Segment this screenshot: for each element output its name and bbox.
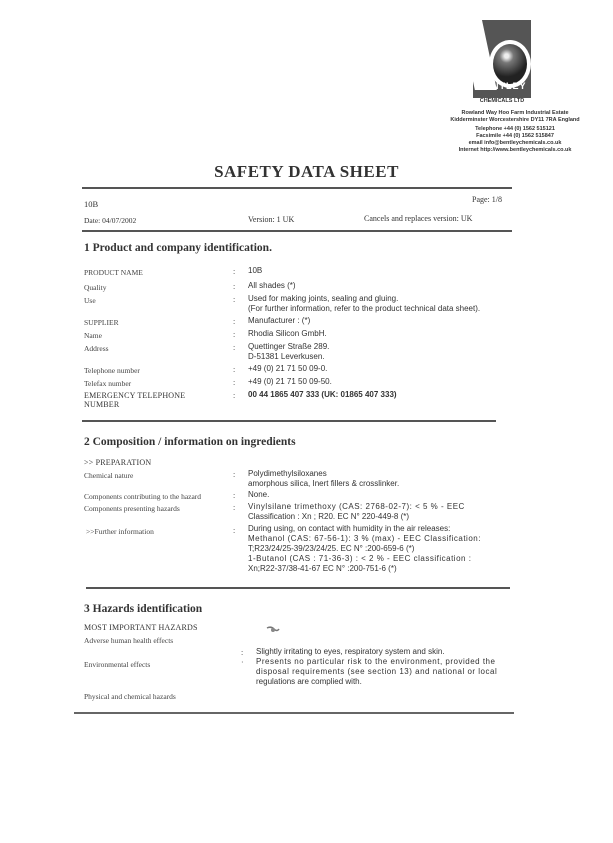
- value-components-hazards: Vinylsilane trimethoxy (CAS: 2768-02-7): < 5 % - EEC: [248, 502, 465, 511]
- label-adverse-health: Adverse human health effects: [84, 636, 174, 645]
- label-chemical-nature: Chemical nature: [84, 471, 134, 480]
- value-telefax: +49 (0) 21 71 50 09-50.: [248, 377, 332, 386]
- value-environmental-cont2: regulations are complied with.: [256, 677, 362, 686]
- value-chemical-nature: Polydimethylsiloxanes: [248, 469, 327, 478]
- section1-heading: 1 Product and company identification.: [84, 242, 272, 254]
- value-address-street: Quettinger Straße 289.: [248, 342, 330, 351]
- logo-name: BENTLEY: [477, 81, 527, 91]
- further-info-line: Xn;R22-37/38-41-67 EC N° :200-751-6 (*): [248, 564, 397, 573]
- colon: :: [233, 526, 236, 535]
- value-chemical-nature-cont: amorphous silica, Inert fillers & crosslinker.: [248, 479, 400, 488]
- company-logo: [473, 20, 531, 98]
- value-product-name: 10B: [248, 266, 263, 275]
- further-info-line: During using, on contact with humidity in the air releases:: [248, 524, 451, 533]
- value-telephone: +49 (0) 21 71 50 09-0.: [248, 364, 328, 373]
- colon: :: [233, 295, 236, 304]
- label-telefax: Telefax number: [84, 379, 132, 388]
- colon: :: [233, 267, 236, 276]
- colon: :: [233, 282, 236, 291]
- colon: :: [233, 470, 236, 479]
- value-quality: All shades (*): [248, 281, 296, 290]
- colon: :: [233, 503, 236, 512]
- section2-heading: 2 Composition / information on ingredients: [84, 436, 296, 448]
- company-address-line1: Rowland Way Hoo Farm Industrial Estate: [461, 110, 569, 116]
- colon: :: [233, 343, 236, 352]
- value-supplier: Manufacturer : (*): [248, 316, 311, 325]
- hazard-mark-icon: [266, 621, 280, 629]
- value-use-note: (For further information, refer to the product technical data sheet).: [248, 304, 481, 313]
- value-name: Rhodia Silicon GmbH.: [248, 329, 327, 338]
- label-telephone: Telephone number: [84, 366, 140, 375]
- value-environmental-cont: disposal requirements (see section 13) and national or local: [256, 667, 498, 676]
- company-website: Internet http://www.bentleychemicals.co.uk: [458, 147, 572, 153]
- page-number: Page: 1/8: [472, 195, 502, 204]
- company-facsimile: Facsimile +44 (0) 1562 515847: [476, 133, 554, 139]
- section2-rule: [86, 587, 510, 589]
- value-components-hazards-cont: Classification : Xn ; R20. EC N° 220-449-8 (*): [248, 512, 410, 521]
- label-quality: Quality: [84, 283, 107, 292]
- colon: :: [233, 378, 236, 387]
- value-adverse-health: Slightly irritating to eyes, respiratory system and skin.: [256, 647, 445, 656]
- header-bottom-rule: [82, 230, 512, 232]
- label-use: Use: [84, 296, 96, 305]
- colon: :: [233, 330, 236, 339]
- section3-heading: 3 Hazards identification: [84, 603, 203, 615]
- value-components-contributing: None.: [248, 490, 270, 499]
- logo-subtitle: CHEMICALS LTD: [479, 98, 525, 104]
- label-emergency-cont: NUMBER: [84, 400, 120, 409]
- cancels-replaces: Cancels and replaces version: UK: [364, 214, 473, 223]
- document-version: Version: 1 UK: [248, 215, 295, 224]
- document-title: SAFETY DATA SHEET: [214, 162, 399, 181]
- value-environmental: Presents no particular risk to the environment, provided the: [256, 657, 496, 666]
- preparation-subheading: >> PREPARATION: [84, 458, 152, 467]
- colon: :: [233, 365, 236, 374]
- section1-rule: [82, 420, 496, 422]
- value-use: Used for making joints, sealing and gluing.: [248, 294, 399, 303]
- colon: ·: [241, 658, 244, 667]
- header-top-rule: [82, 187, 512, 189]
- company-email: email info@bentleychemicals.co.uk: [468, 140, 562, 146]
- section3-rule: [74, 712, 514, 714]
- document-date: Date: 04/07/2002: [84, 216, 137, 225]
- label-name: Name: [84, 331, 102, 340]
- label-emergency: EMERGENCY TELEPHONE: [84, 391, 186, 400]
- further-info-line: T;R23/24/25-39/23/24/25. EC N° :200-659-6 (*): [248, 544, 415, 553]
- company-address-line2: Kidderminster Worcestershire DY11 7RA England: [450, 117, 580, 123]
- label-physical-chemical: Physical and chemical hazards: [84, 692, 176, 701]
- value-emergency-phone: 00 44 1865 407 333 (UK: 01865 407 333): [248, 390, 397, 399]
- label-supplier: SUPPLIER: [84, 318, 119, 327]
- company-telephone: Telephone +44 (0) 1562 515121: [475, 126, 555, 132]
- label-components-contributing: Components contributing to the hazard: [84, 492, 202, 501]
- colon: :: [233, 317, 236, 326]
- further-info-line: Methanol (CAS: 67-56-1): 3 % (max) - EEC Classification:: [248, 534, 481, 543]
- colon: :: [233, 491, 236, 500]
- label-address: Address: [84, 344, 109, 353]
- further-info-line: 1-Butanol (CAS : 71-36-3) : < 2 % - EEC classification :: [248, 554, 472, 563]
- product-code: 10B: [84, 199, 99, 209]
- value-address-city: D-51381 Leverkusen.: [248, 352, 325, 361]
- label-product-name: PRODUCT NAME: [84, 268, 143, 277]
- label-further-information: >>Further information: [86, 527, 154, 536]
- label-environmental: Environmental effects: [84, 660, 151, 669]
- label-components-hazards: Components presenting hazards: [84, 504, 180, 513]
- most-important-hazards: MOST IMPORTANT HAZARDS: [84, 623, 198, 632]
- colon: :: [233, 391, 236, 400]
- colon: :: [241, 648, 244, 657]
